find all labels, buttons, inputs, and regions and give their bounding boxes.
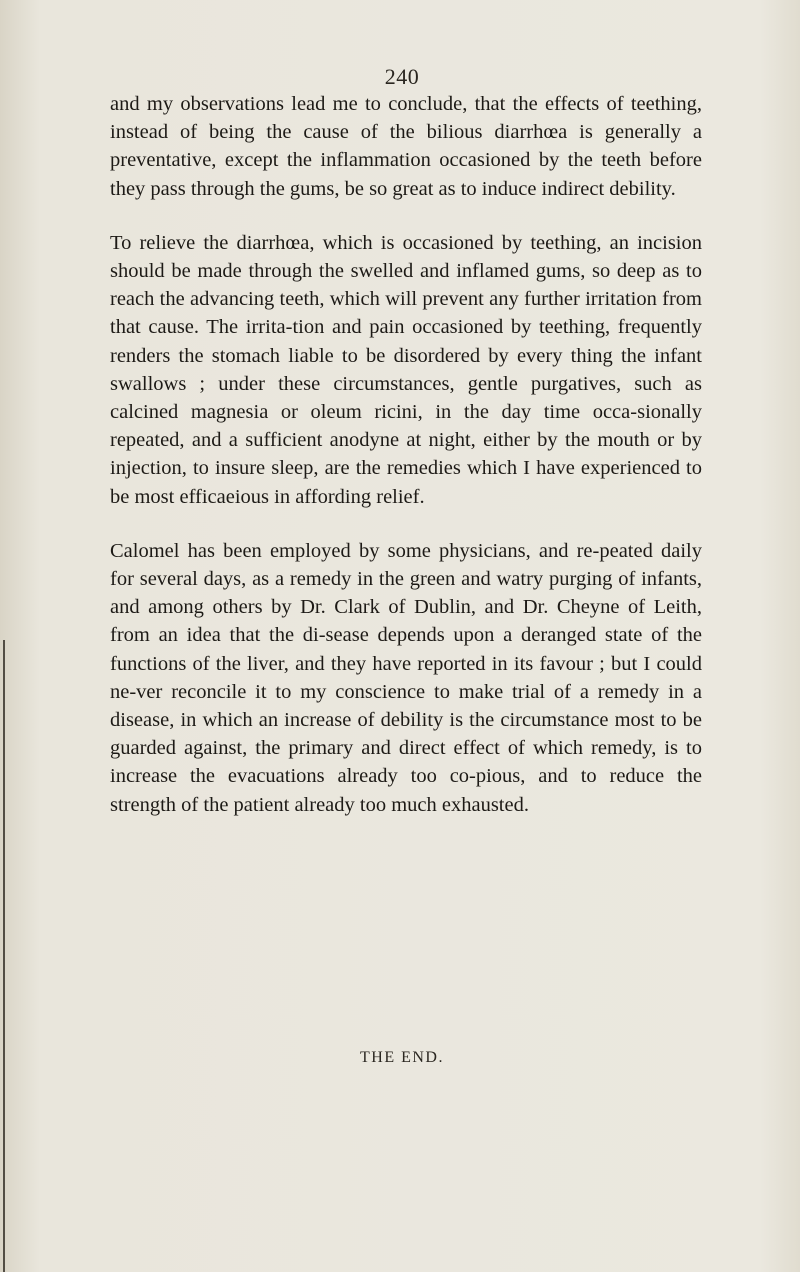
page-number: 240	[384, 64, 420, 89]
closing-text: THE END.	[360, 1049, 444, 1066]
body-text	[110, 90, 702, 819]
page-edge-shadow	[3, 640, 5, 1272]
paragraph-3: Calomel has been employed by some physicians, and re-peated daily for several days, as a remedy in the green and watry purging of infants, and among others by Dr. Clark of Dublin, and Dr. Cheyne of Leith, from an idea that the di-sease depends upon a deranged state of the functions of the liver, and they have reported in its favour ; but I could ne-ver reconcile it to my conscience to make trial of a remedy in a disease, in which an increase of debility is the circumstance most to be guarded against, the primary and direct effect of which remedy, is to increase the evacuations already too co-pious, and to reduce the strength of the patient already too much exhausted.	[110, 539, 702, 816]
paragraph-2: To relieve the diarrhœa, which is occasioned by teething, an incision should be made through the swelled and inflamed gums, so deep as to reach the advancing teeth, which will prevent any further irritation from that cause. The irrita-tion and pain occasioned by teething, frequently renders the stomach liable to be disordered by every thing the infant swallows ; under these circumstances, gentle purgatives, such as calcined magnesia or oleum ricini, in the day time occa-sionally repeated, and a sufficient anodyne at night, either by the mouth or by injection, to insure sleep, are the remedies which I have experienced to be most efficaeious in affording relief.	[110, 231, 702, 508]
paragraph-1: and my observations lead me to conclude, that the effects of teething, instead of being the cause of the bilious diarrhœa is generally a preventative, except the inflammation occasioned by the teeth before they pass through the gums, be so great as to induce indirect debility.	[110, 93, 702, 200]
